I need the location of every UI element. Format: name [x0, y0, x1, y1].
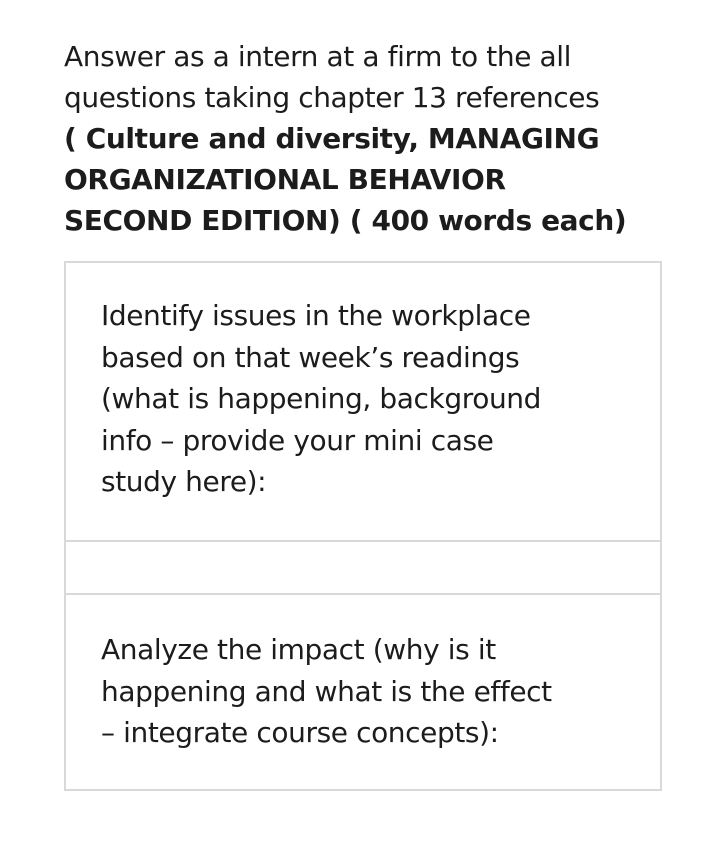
question-text [64, 36, 674, 241]
prompt-line: based on that week’s readings [101, 340, 520, 374]
analyze-impact-prompt [101, 629, 660, 754]
table-cell-identify-issues [66, 263, 660, 542]
table-cell-empty [66, 542, 660, 595]
prompt-line: study here): [101, 465, 267, 498]
prompt-line: Identify issues in the workplace [101, 299, 531, 332]
prompt-line: happening and what is the effect [101, 674, 552, 708]
prompt-line: (what is happening, background [101, 382, 542, 415]
question-bold-line: ( Culture and diversity, MANAGING [64, 122, 600, 155]
assignment-table [64, 261, 662, 791]
question-bold-line: ORGANIZATIONAL BEHAVIOR [64, 163, 506, 196]
question-line: questions taking chapter 13 references [64, 81, 600, 114]
prompt-line: Analyze the impact (why is it [101, 633, 496, 666]
table-cell-analyze-impact [66, 595, 660, 789]
question-line: Answer as a intern at a firm to the all [64, 40, 572, 73]
prompt-line: info – provide your mini case [101, 423, 494, 457]
identify-issues-prompt [101, 295, 660, 503]
prompt-line: – integrate course concepts): [101, 716, 499, 749]
question-bold-line: SECOND EDITION) ( 400 words each) [64, 204, 627, 237]
